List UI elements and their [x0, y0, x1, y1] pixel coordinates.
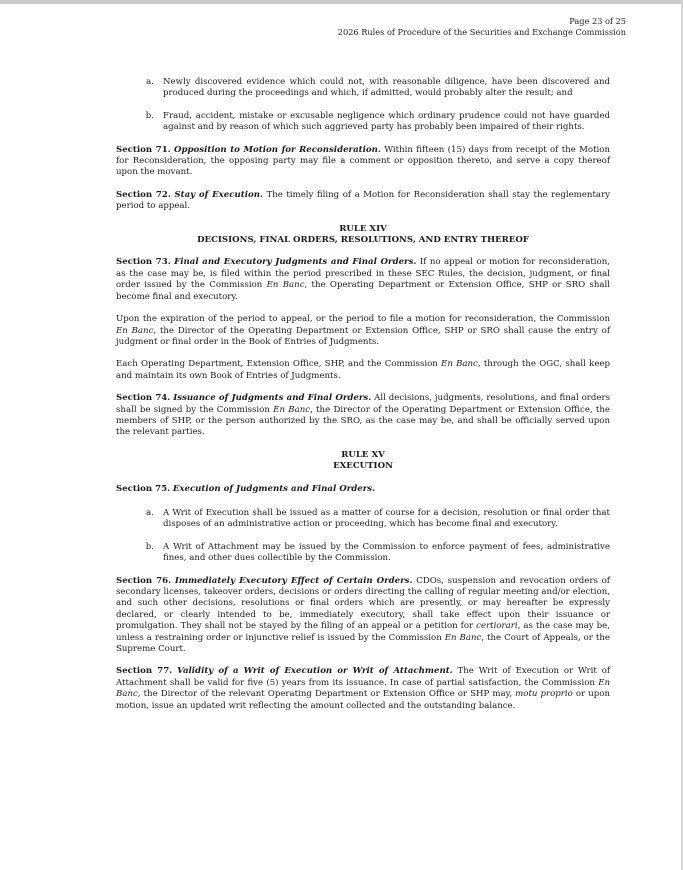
en-banc-term: En Banc [273, 404, 311, 415]
section-73 [116, 257, 610, 303]
section-74 [116, 393, 610, 439]
section-text: The Writ of Execution or Writ of Attachment shall be valid for five (5) years from its issuance. In case of partial satisfaction, the Commission [116, 666, 611, 688]
section-text: , as the case may be, unless a restraining order or injunctive relief is issued by the Commission [116, 621, 610, 643]
list-item [116, 542, 610, 565]
section-text: , the Director of the Operating Department or Extension Office, the members of SHP, or the person authorized by the SRO, as the case may be, and shall be officially served upon the relevant parties. [116, 404, 610, 438]
section-text: , the Director of the relevant Operating Department or Extension Office or SHP may, [137, 689, 516, 700]
en-banc-term: En Banc [116, 325, 154, 336]
section-75 [116, 484, 610, 495]
list-item [116, 111, 610, 134]
rule-xv-heading [116, 450, 610, 473]
section-title: Immediately Executory Effect of Certain Orders. [174, 575, 413, 586]
section-text: All decisions, judgments, resolutions, and final orders shall be signed by the Commission [116, 393, 611, 415]
section-text: CDOs, suspension and revocation orders of secondary licenses, takeover orders, decisions or orders directing the calling of regular meeting and/or election, and such other decisions, resolutions or final orders which are presently, or may hereafter be expressly declared, or clearly intended to be, immediately executory, shall take effect upon their issuance or promulgation. They shall not be stayed by the filing of an appeal or a petition for [116, 575, 610, 632]
section-title: Execution of Judgments and Final Orders. [172, 483, 376, 494]
section-76 [116, 576, 610, 656]
section-number: Section 77. [116, 666, 173, 677]
motu-proprio-term: motu proprio [515, 689, 573, 700]
section-71 [116, 145, 610, 179]
list-marker: a. [146, 507, 154, 518]
en-banc-term: En Banc [116, 677, 610, 700]
paragraph-text: Each Operating Department, Extension Office, SHP, and the Commission [116, 359, 442, 370]
page-header [338, 16, 626, 38]
en-banc-term: En Banc [441, 359, 478, 370]
paragraph-text: Upon the expiration of the period to appeal, or the period to file a motion for reconsideration, the Commission [116, 314, 610, 325]
rule-title: DECISIONS, FINAL ORDERS, RESOLUTIONS, AND ENTRY THEREOF [197, 235, 529, 246]
section-text: If no appeal or motion for reconsideration, as the case may be, is filed within the period prescribed in these SEC Rules, the decision, judgment, or final order issued by the Commission [116, 257, 610, 291]
scan-edge-top [0, 0, 683, 4]
paragraph-text: , the Director of the Operating Department or Extension Office, SHP or SRO shall cause the entry of judgment or final order in the Book of Entries of Judgments. [116, 325, 610, 347]
certiorari-term: certiorari [476, 621, 518, 632]
section-title: Stay of Execution. [174, 189, 263, 200]
section-text: , the Operating Department or Extension Office, SHP or SRO shall become final and executory. [116, 280, 610, 302]
list-text: Newly discovered evidence which could not, with reasonable diligence, have been discovered and produced during the proceedings and which, if admitted, would probably alter the result; and [163, 77, 610, 99]
section-number: Section 71. [116, 144, 171, 155]
paragraph-text: , through the OGC, shall keep and maintain its own Book of Entries of Judgments. [116, 359, 610, 381]
list-text: Fraud, accident, mistake or excusable negligence which ordinary prudence could not have guarded against and by reason of which such aggrieved party has probably been impaired of their rights. [163, 110, 610, 133]
list-marker: b. [145, 110, 154, 121]
section-73-paragraph-3 [116, 359, 610, 382]
section-title: Issuance of Judgments and Final Orders. [173, 393, 372, 404]
list-marker: a. [146, 77, 154, 87]
list-item [116, 77, 610, 100]
section-72 [116, 190, 610, 213]
en-banc-term: En Banc [444, 632, 482, 643]
section-text: , the Court of Appeals, or the Supreme Court. [116, 632, 610, 655]
list-marker: b. [145, 541, 154, 552]
document-title: 2026 Rules of Procedure of the Securities and Exchange Commission [337, 27, 626, 37]
rule-title: EXECUTION [333, 461, 393, 472]
section-title: Validity of a Writ of Execution or Writ of Attachment. [177, 666, 453, 677]
section-number: Section 73. [116, 257, 171, 268]
section-text: The timely filing of a Motion for Reconsideration shall stay the reglementary period to appeal. [116, 189, 610, 212]
rule-number: RULE XIV [339, 223, 387, 234]
section-text: or upon motion, issue an updated writ reflecting the amount collected and the outstanding balance. [116, 689, 610, 711]
list-text: A Writ of Execution shall be issued as a matter of course for a decision, resolution or final order that disposes of an administrative action or proceeding, which has become final and executory. [163, 507, 610, 530]
list-item [116, 508, 610, 531]
section-number: Section 75. [116, 483, 171, 494]
section-title: Final and Executory Judgments and Final Orders. [174, 257, 417, 268]
section-number: Section 72. [116, 189, 171, 200]
rule-number: RULE XV [341, 449, 385, 460]
section-title: Opposition to Motion for Reconsideration. [174, 144, 381, 155]
page-number: Page 23 of 25 [569, 16, 626, 26]
list-text: A Writ of Attachment may be issued by the Commission to enforce payment of fees, administrative fines, and other dues collectible by the Commission. [163, 541, 610, 564]
en-banc-term: En Banc [266, 280, 305, 291]
section-number: Section 74. [116, 393, 171, 404]
section-73-paragraph-2 [116, 314, 610, 348]
page-body [116, 77, 610, 723]
section-77 [116, 666, 610, 712]
rule-xiv-heading [116, 224, 610, 247]
section-text: Within fifteen (15) days from receipt of the Motion for Reconsideration, the opposing party may file a comment or opposition thereto, and serve a copy thereof upon the movant. [116, 144, 611, 178]
section-number: Section 76. [116, 575, 172, 586]
